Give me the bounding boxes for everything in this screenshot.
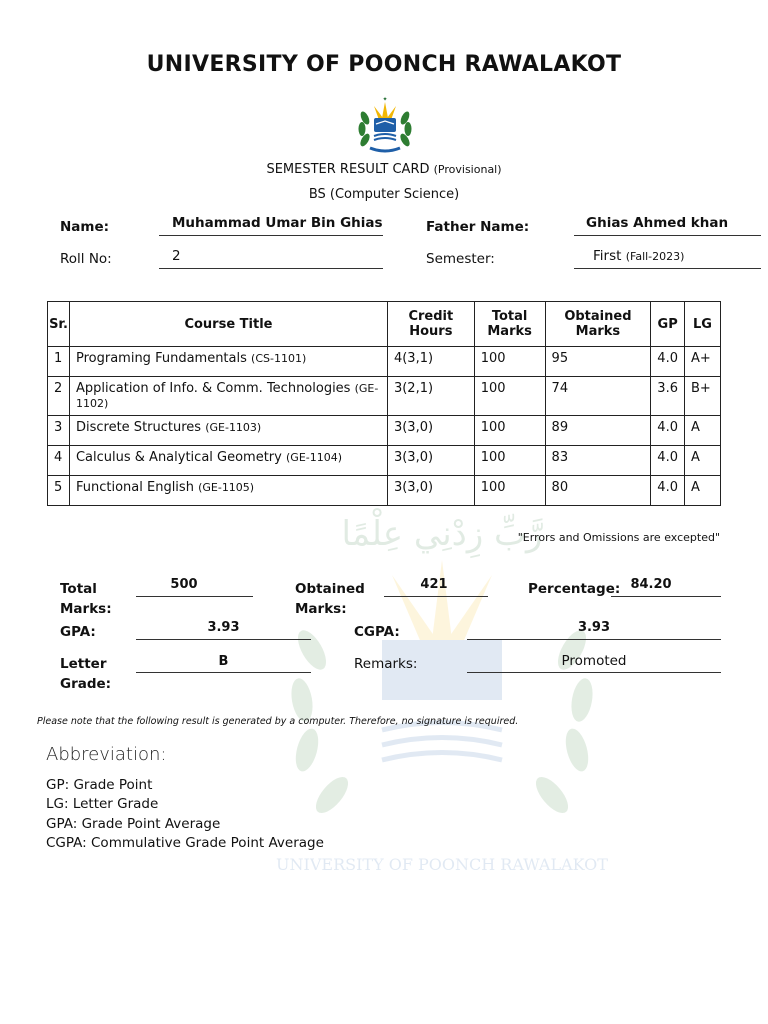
total-marks: 500 (170, 577, 198, 592)
remarks-underline (467, 672, 721, 673)
cell-obtained: 83 (545, 446, 651, 476)
cell-credit: 3(2,1) (387, 377, 474, 416)
father-name-underline (574, 235, 761, 236)
cell-obtained: 74 (545, 377, 651, 416)
table-row (48, 416, 721, 446)
cell-credit: 3(3,0) (387, 446, 474, 476)
cell-gp: 4.0 (651, 446, 685, 476)
cell-gp: 3.6 (651, 377, 685, 416)
cgpa-underline (467, 639, 721, 640)
cell-gp: 4.0 (651, 416, 685, 446)
obtained-marks-label: Obtained Marks: (295, 581, 365, 617)
errata-note: "Errors and Omissions are excepted" (517, 531, 720, 544)
gpa-underline (136, 639, 311, 640)
roll-no-label: Roll No: (60, 251, 112, 267)
percentage-underline (611, 596, 721, 597)
obtained-marks: 421 (420, 577, 448, 592)
cell-lg: A (684, 416, 720, 446)
university-logo (356, 94, 414, 156)
header-gp: GP (651, 302, 685, 347)
university-title: UNIVERSITY OF POONCH RAWALAKOT (146, 52, 622, 77)
letter-grade-underline (136, 672, 311, 673)
gpa-label: GPA: (60, 624, 96, 640)
total-marks-underline (136, 596, 253, 597)
percentage: 84.20 (630, 577, 672, 592)
cell-lg: A (684, 446, 720, 476)
remarks-value: Promoted (561, 653, 627, 669)
header-total-marks: Total Marks (474, 302, 545, 347)
cell-obtained: 89 (545, 416, 651, 446)
total-marks-label: Total Marks: (60, 581, 112, 617)
cell-sr: 5 (48, 476, 70, 506)
letter-grade: B (218, 654, 229, 669)
result-card-title: SEMESTER RESULT CARD (Provisional) (266, 162, 502, 177)
cell-gp: 4.0 (651, 347, 685, 377)
header-course-title: Course Title (69, 302, 387, 347)
table-header-row (48, 302, 721, 347)
father-name: Ghias Ahmed khan (586, 215, 729, 231)
cell-credit: 3(3,0) (387, 476, 474, 506)
father-name-label: Father Name: (426, 219, 530, 235)
watermark-ring-text: UNIVERSITY OF POONCH RAWALAKOT (276, 855, 608, 874)
letter-grade-label: Letter Grade: (60, 656, 112, 692)
abbreviation-title: Abbreviation: (46, 744, 167, 765)
cell-lg: B+ (684, 377, 720, 416)
abbreviation-item: LG: Letter Grade (46, 796, 159, 812)
courses-table (47, 301, 721, 506)
cell-total: 100 (474, 347, 545, 377)
roll-no-underline (159, 268, 383, 269)
cell-sr: 2 (48, 377, 70, 416)
cell-total: 100 (474, 416, 545, 446)
cell-total: 100 (474, 476, 545, 506)
computer-generated-note: Please note that the following result is generated by a computer. Therefore, no signature is required. (37, 716, 519, 727)
header-obtained-marks: Obtained Marks (545, 302, 651, 347)
watermark-arabic: رَّبِّ زِدْنِي عِلْمًا (341, 514, 543, 554)
cell-lg: A+ (684, 347, 720, 377)
cgpa-value: 3.93 (577, 620, 611, 635)
cell-course-title: Discrete Structures (GE-1103) (69, 416, 387, 446)
percentage-label: Percentage: (528, 581, 621, 597)
cell-credit: 3(3,0) (387, 416, 474, 446)
cell-sr: 1 (48, 347, 70, 377)
cell-lg: A (684, 476, 720, 506)
cell-obtained: 80 (545, 476, 651, 506)
student-name: Muhammad Umar Bin Ghias (172, 215, 383, 231)
header-lg: LG (684, 302, 720, 347)
table-row (48, 377, 721, 416)
cell-gp: 4.0 (651, 476, 685, 506)
table-row (48, 476, 721, 506)
cell-total: 100 (474, 446, 545, 476)
semester-label: Semester: (426, 251, 495, 267)
abbreviation-item: GP: Grade Point (46, 777, 153, 793)
cell-credit: 4(3,1) (387, 347, 474, 377)
abbreviation-item: GPA: Grade Point Average (46, 816, 221, 832)
cell-course-title: Calculus & Analytical Geometry (GE-1104) (69, 446, 387, 476)
cell-course-title: Programing Fundamentals (CS-1101) (69, 347, 387, 377)
cell-course-title: Application of Info. & Comm. Technologies (GE-1102) (69, 377, 387, 416)
cgpa-label: CGPA: (354, 624, 400, 640)
table-row (48, 347, 721, 377)
name-underline (159, 235, 383, 236)
header-credit-hours: Credit Hours (387, 302, 474, 347)
obtained-marks-underline (384, 596, 488, 597)
cell-sr: 4 (48, 446, 70, 476)
roll-no: 2 (172, 248, 181, 264)
name-label: Name: (60, 219, 110, 235)
svg-text:✦: ✦ (382, 96, 388, 103)
abbreviation-item: CGPA: Commulative Grade Point Average (46, 835, 324, 851)
gpa-value: 3.93 (207, 620, 240, 635)
watermark-emblem (272, 490, 612, 890)
remarks-label: Remarks: (354, 656, 418, 672)
semester-underline (574, 268, 761, 269)
program-name: BS (Computer Science) (308, 187, 460, 202)
cell-course-title: Functional English (GE-1105) (69, 476, 387, 506)
cell-sr: 3 (48, 416, 70, 446)
table-row (48, 446, 721, 476)
header-sr: Sr. (48, 302, 70, 347)
semester-value: First (Fall-2023) (593, 248, 685, 264)
cell-total: 100 (474, 377, 545, 416)
cell-obtained: 95 (545, 347, 651, 377)
